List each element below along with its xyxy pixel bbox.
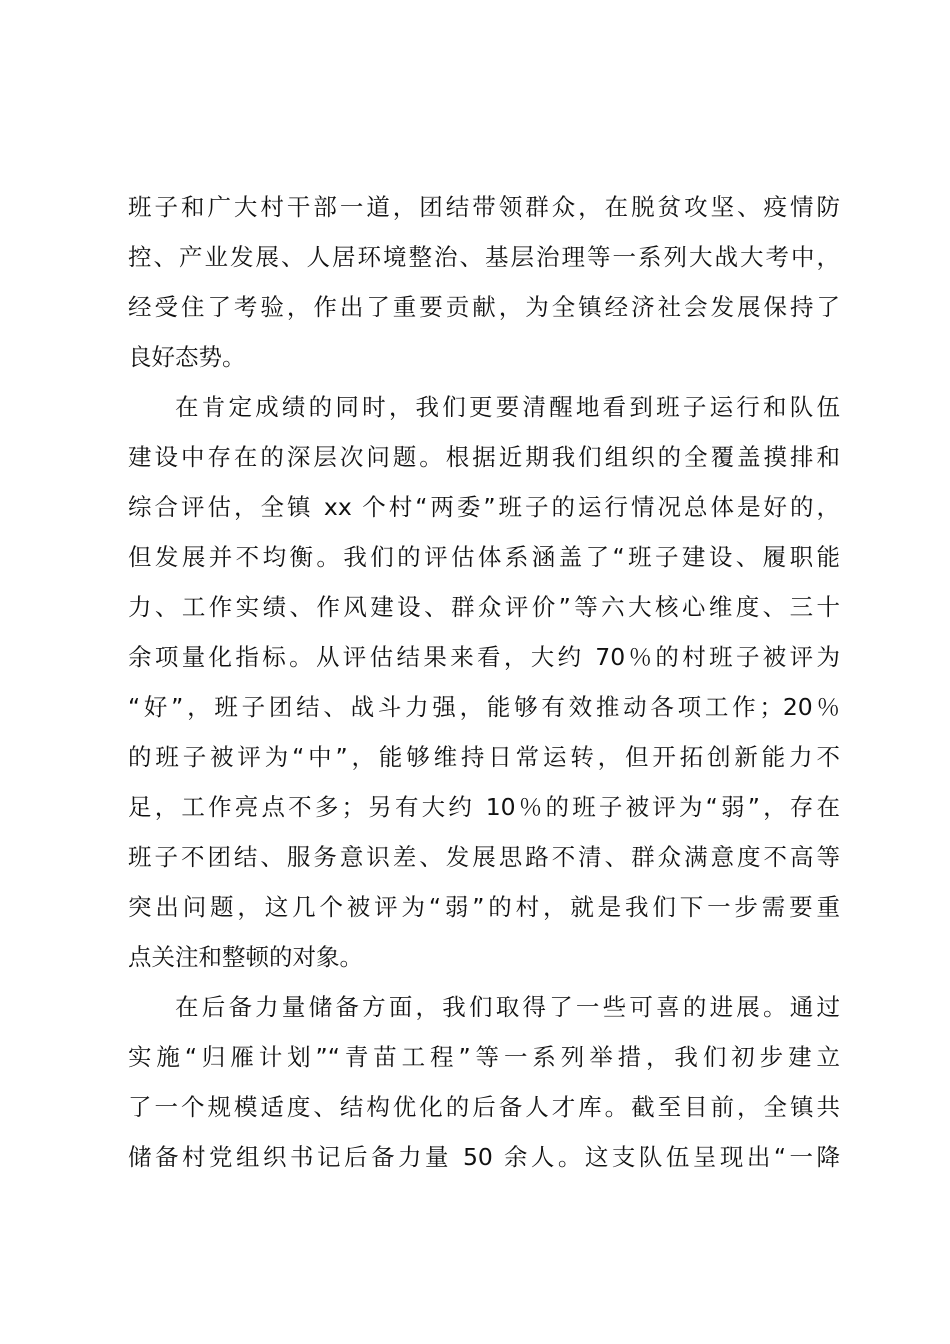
- text-line: 但发展并不均衡。我们的评估体系涵盖了“班子建设、履职能: [128, 543, 840, 571]
- text-line: 储备村党组织书记后备力量 50 余人。这支队伍呈现出“一降: [128, 1143, 840, 1171]
- text-line: 实施“归雁计划”“青苗工程”等一系列举措，我们初步建立: [128, 1043, 840, 1071]
- text-line: 良好态势。: [128, 343, 246, 371]
- text-line: 建设中存在的深层次问题。根据近期我们组织的全覆盖摸排和: [128, 443, 840, 471]
- text-line: 在肯定成绩的同时，我们更要清醒地看到班子运行和队伍: [175, 393, 840, 421]
- text-line: 班子和广大村干部一道，团结带领群众，在脱贫攻坚、疫情防: [128, 193, 840, 221]
- text-line: 力、工作实绩、作风建设、群众评价”等六大核心维度、三十: [128, 593, 840, 621]
- text-line: 余项量化指标。从评估结果来看，大约 70％的村班子被评为: [128, 643, 840, 671]
- text-line: 经受住了考验，作出了重要贡献，为全镇经济社会发展保持了: [128, 293, 840, 321]
- text-line: 班子不团结、服务意识差、发展思路不清、群众满意度不高等: [128, 843, 840, 871]
- paragraph-2: [128, 382, 840, 982]
- text-line: 的班子被评为“中”，能够维持日常运转，但开拓创新能力不: [128, 743, 840, 771]
- text-line: 综合评估，全镇 xx 个村“两委”班子的运行情况总体是好的，: [128, 493, 840, 521]
- text-line: 点关注和整顿的对象。: [128, 943, 363, 971]
- text-line: 突出问题，这几个被评为“弱”的村，就是我们下一步需要重: [128, 893, 840, 921]
- paragraph-3: [128, 982, 840, 1182]
- text-line: “好”，班子团结、战斗力强，能够有效推动各项工作；20％: [128, 693, 840, 721]
- text-line: 足，工作亮点不多；另有大约 10％的班子被评为“弱”，存在: [128, 793, 840, 821]
- text-line: 在后备力量储备方面，我们取得了一些可喜的进展。通过: [175, 993, 840, 1021]
- text-line: 控、产业发展、人居环境整治、基层治理等一系列大战大考中，: [128, 243, 840, 271]
- text-line: 了一个规模适度、结构优化的后备人才库。截至目前，全镇共: [128, 1093, 840, 1121]
- document-body: [128, 182, 840, 1182]
- paragraph-1: [128, 182, 840, 382]
